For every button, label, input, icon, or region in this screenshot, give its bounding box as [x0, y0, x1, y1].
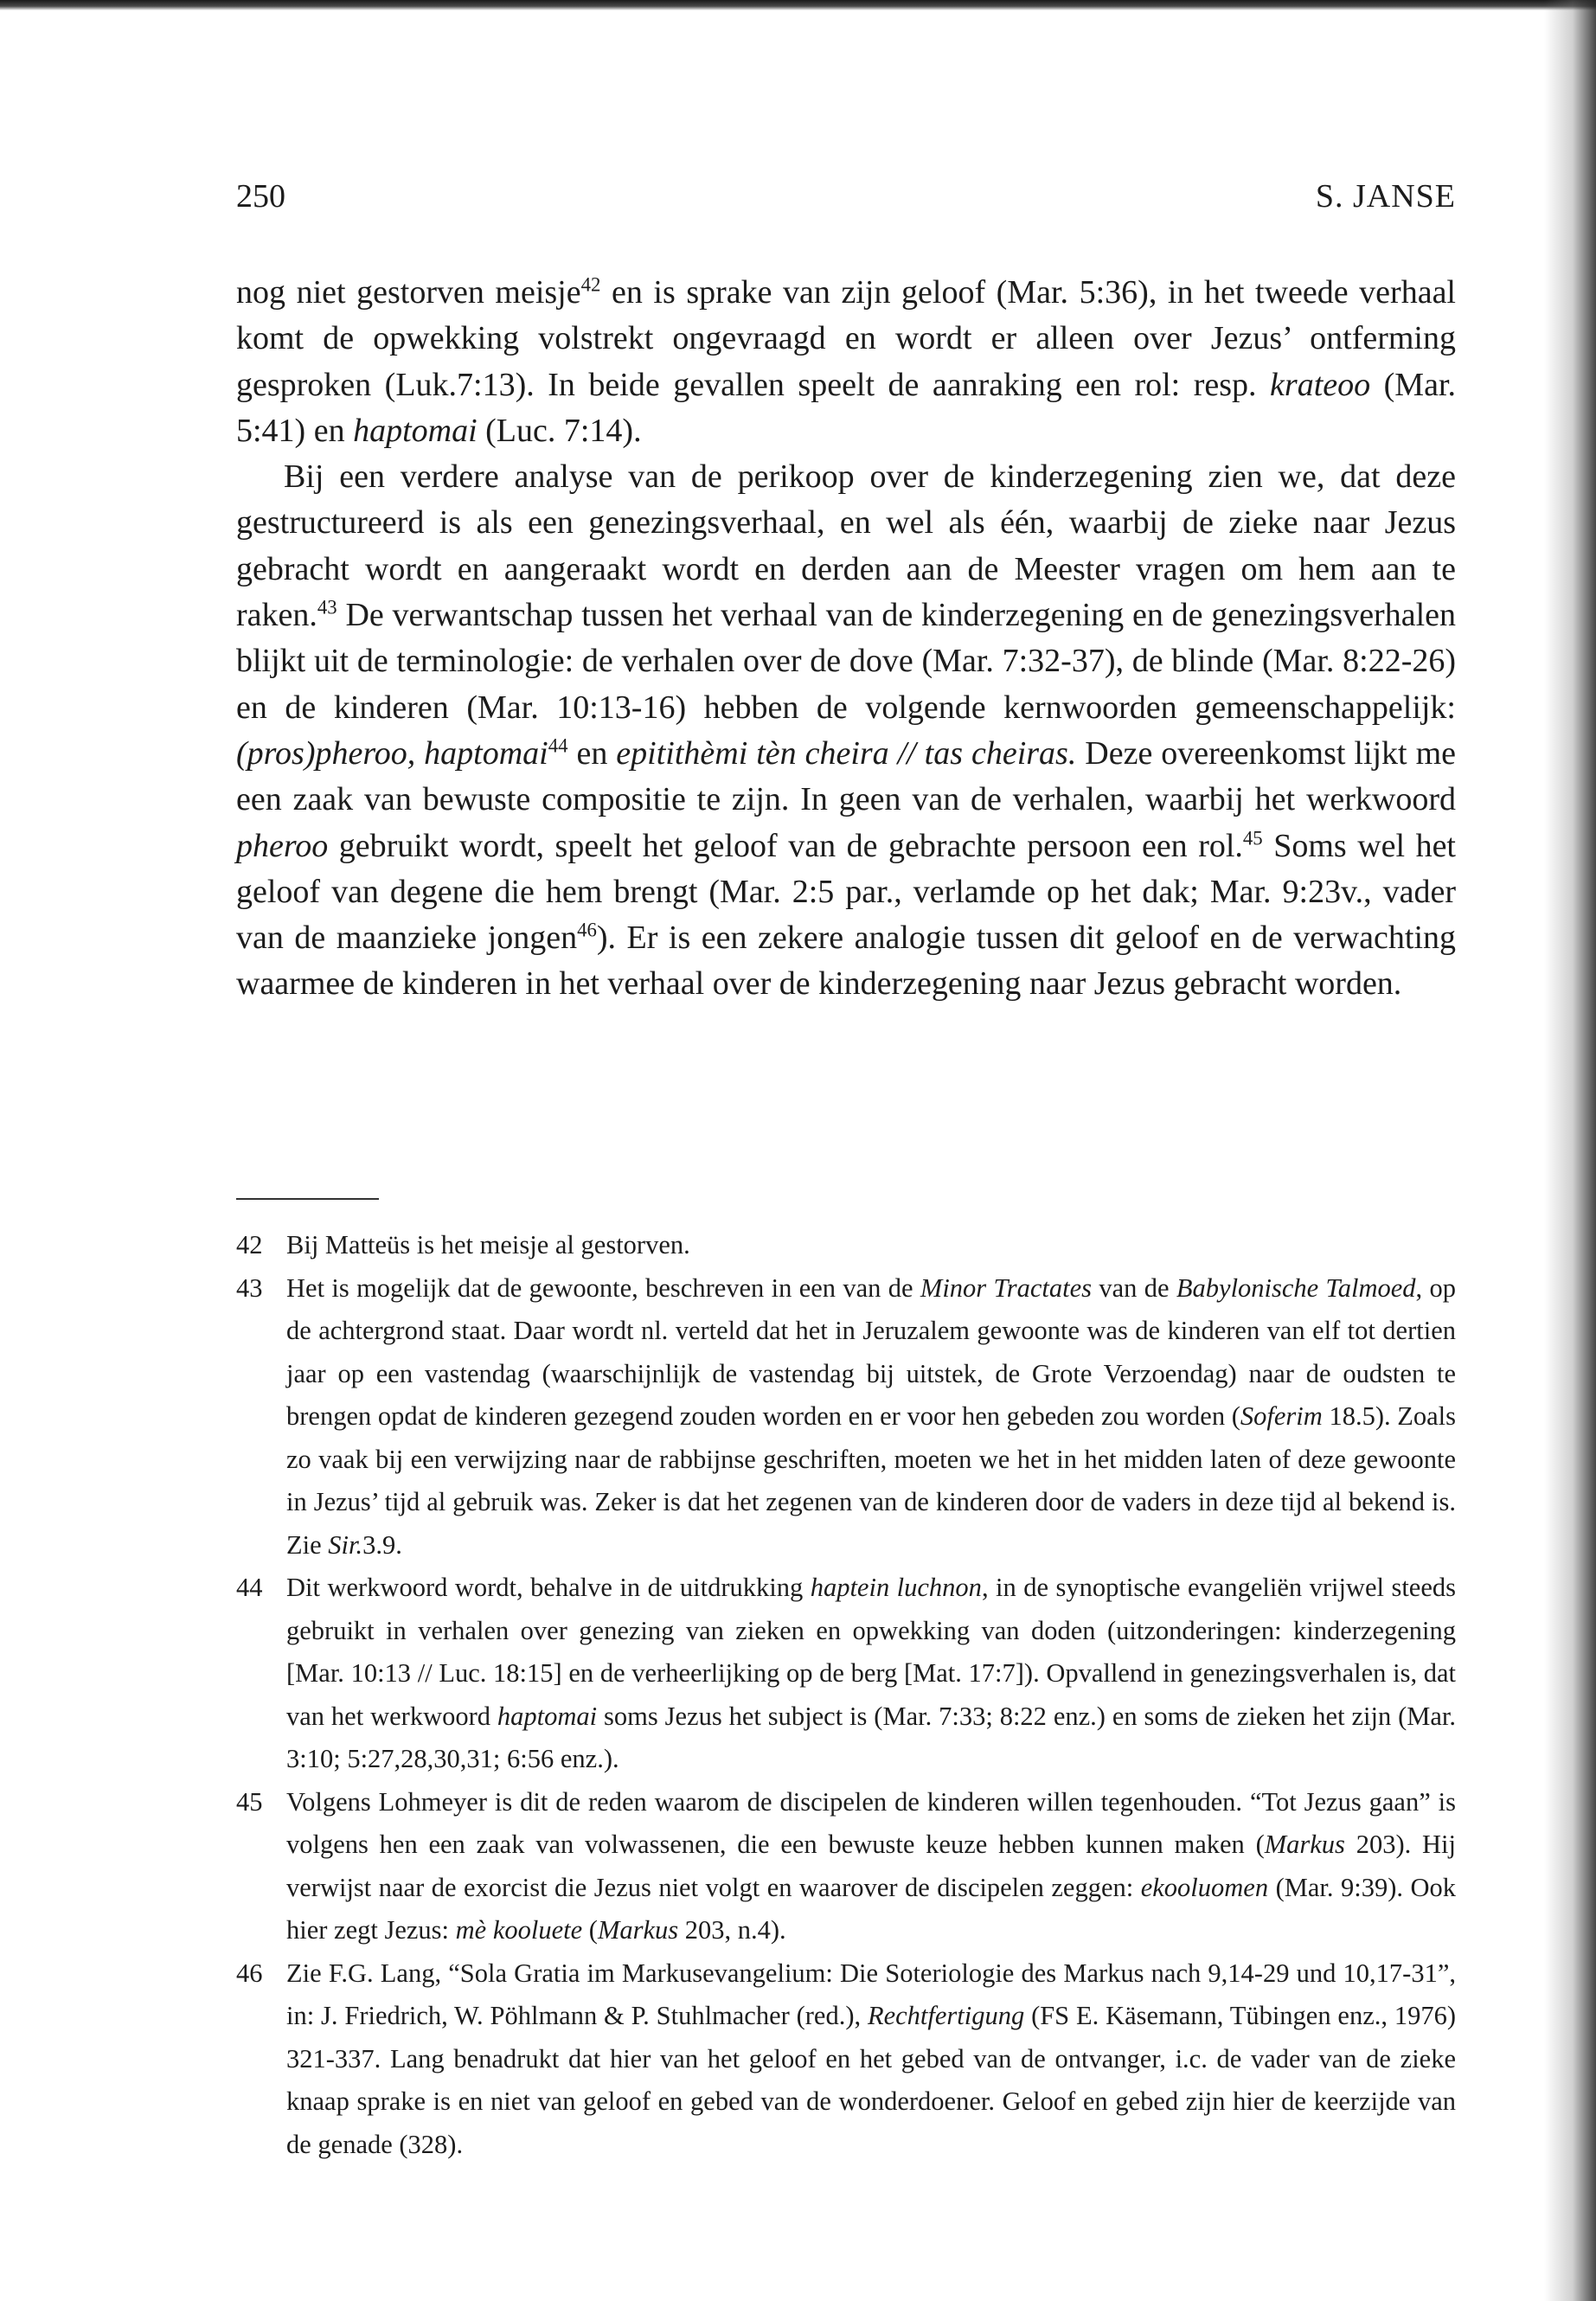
italic-text: Markus	[597, 1915, 679, 1945]
footnote-text	[286, 1230, 690, 1259]
scan-edge-top	[0, 0, 1596, 10]
text-run: gebruikt wordt, speelt het geloof van de gebrachte persoon een rol.	[328, 827, 1243, 864]
footnote-text	[286, 1573, 1456, 1773]
footnote	[236, 1781, 1456, 1952]
footnote-number: 46	[236, 1958, 263, 1988]
scan-edge-right	[1544, 0, 1596, 2301]
text-run: (Mar. 5:41) en	[236, 366, 1456, 449]
footnote-ref: 42	[580, 273, 601, 296]
footnote-ref: 43	[317, 596, 337, 619]
text-run: nog niet gestorven meisje	[236, 274, 581, 311]
text-run: en is sprake van zijn geloof (Mar. 5:36), in het tweede verhaal komt de opwekking volstrekt ongevraagd en wordt er alleen over Jezus’ ontferming gesproken (Luk.7:13). In beide gevallen speelt de aanraking een rol: resp.	[236, 274, 1456, 403]
paragraph	[236, 270, 1456, 454]
footnote	[236, 1267, 1456, 1567]
italic-text: (pros)pheroo, haptomai	[236, 734, 548, 772]
italic-text: Babylonische Talmoed	[1176, 1272, 1416, 1303]
footnote-number: 42	[236, 1230, 263, 1259]
italic-text: haptomai	[497, 1701, 598, 1731]
footnote	[236, 1224, 1456, 1267]
italic-text: Markus	[1264, 1830, 1345, 1859]
footnote-number: 45	[236, 1786, 263, 1817]
italic-text: epitithèmi tèn cheira // tas cheiras.	[616, 734, 1077, 772]
italic-text: krateoo	[1270, 366, 1371, 403]
italic-text: mè kooluete	[455, 1915, 583, 1945]
italic-text: Minor Tractates	[920, 1272, 1093, 1303]
text-run: ). Er is een zekere analogie tussen dit geloof en de verwachting waarmee de kinderen in het verhaal over de kinderzegening naar Jezus gebracht worden.	[236, 920, 1456, 1003]
text-run: De verwantschap tussen het verhaal van de kinderzegening en de genezingsverhalen blijkt uit de terminologie: de verhalen over de dove (Mar. 7:32-37), de blinde (Mar. 8:22-26) en de kinderen (Mar. 10:13-16) hebben de volgende kernwoorden gemeenschappelijk:	[236, 597, 1456, 726]
text-run: Zie F.G. Lang, “Sola Gratia im Markusevangelium: Die Soteriologie des Markus nach 9,14-29 und 10,17-31”, in: J. Friedrich, W. Pöhlmann & P. Stuhlmacher (red.),	[286, 1958, 1456, 2030]
text-run: Volgens Lohmeyer is dit de reden waarom de discipelen de kinderen willen tegenhouden. “Tot Jezus gaan” is volgens hen een zaak van volwassenen, die een bewuste keuze hebben kunnen maken (	[286, 1786, 1456, 1859]
text-run: (FS E. Käsemann, Tübingen enz., 1976) 321-337. Lang benadrukt dat hier van het geloof en het gebed van de ontvanger, i.c. de vader van de zieke knaap sprake is en niet van geloof en gebed van de wonderdoener. Geloof en gebed zijn hier de keerzijde van de genade (328).	[286, 2001, 1456, 2159]
footnote-number: 43	[236, 1272, 263, 1303]
body-text	[236, 270, 1456, 1008]
page-header	[236, 177, 1456, 225]
text-run: (Mar. 9:39). Ook hier zegt Jezus:	[286, 1872, 1456, 1945]
italic-text: pheroo	[236, 827, 329, 864]
page-number: 250	[236, 178, 285, 215]
footnote-number: 44	[236, 1573, 263, 1602]
text-run: , op de achtergrond staat. Daar wordt nl. verteld dat het in Jeruzalem gewoonte was de kinderen van elf tot dertien jaar op een vastendag (waarschijnlijk de vastendag bij uitstek, de Grote Verzoendag) naar de oudsten te brengen opdat de kinderen gezegend zouden worden en er voor hen gebeden zou worden (	[286, 1272, 1456, 1431]
italic-text: Soferim	[1240, 1401, 1323, 1431]
text-run: soms Jezus het subject is (Mar. 7:33; 8:22 enz.) en soms de zieken het zijn (Mar. 3:10; 5:27,28,30,31; 6:56 enz.).	[286, 1701, 1457, 1773]
text-run: 18.5). Zoals zo vaak bij een verwijzing naar de rabbijnse geschriften, moeten we het in het midden laten of deze gewoonte in Jezus’ tijd al gebruik was. Zeker is dat het zegenen van de kinderen door de vaders in deze tijd al bekend is. Zie	[286, 1401, 1457, 1560]
italic-text: Sir.	[328, 1529, 363, 1560]
text-run: van de	[1092, 1272, 1176, 1303]
footnote-ref: 45	[1242, 826, 1263, 849]
italic-text: Rechtfertigung	[867, 2001, 1025, 2030]
text-run: 3.9.	[362, 1529, 402, 1560]
italic-text: ekooluomen	[1140, 1872, 1269, 1902]
paragraph	[236, 454, 1456, 1008]
footnote-text	[286, 1958, 1456, 2159]
text-run: en	[567, 734, 617, 772]
footnote	[236, 1952, 1456, 2167]
running-head: S. JANSE	[1315, 178, 1456, 215]
footnote-ref: 46	[577, 919, 597, 941]
text-run: Deze overeenkomst lijkt me een zaak van bewuste compositie te zijn. In geen van de verhalen, waarbij het werkwoord	[236, 734, 1456, 818]
footnote-text	[286, 1273, 1456, 1560]
text-run: Soms wel het geloof van degene die hem brengt (Mar. 2:5 par., verlamde op het dak; Mar. 9:23v., vader van de maanzieke jongen	[236, 827, 1456, 957]
italic-text: haptein luchnon	[810, 1573, 982, 1602]
text-run: Bij een verdere analyse van de perikoop over de kinderzegening zien we, dat deze gestructureerd is als een genezingsverhaal, en wel als één, waarbij de zieke naar Jezus gebracht wordt en aangeraakt wordt en derden aan de Meester vragen om hem aan te raken.	[236, 458, 1456, 634]
text-run: 203). Hij verwijst naar de exorcist die Jezus niet volgt en waarover de discipelen zeggen:	[286, 1830, 1456, 1902]
text-run: Bij Matteüs is het meisje al gestorven.	[286, 1230, 690, 1259]
text-run: Dit werkwoord wordt, behalve in de uitdrukking	[286, 1573, 811, 1602]
text-run: 203, n.4).	[678, 1915, 786, 1945]
footnote	[236, 1567, 1456, 1781]
footnote-ref: 44	[548, 734, 568, 757]
footnote-separator	[236, 1198, 379, 1200]
text-run: (	[582, 1915, 598, 1945]
footnotes	[236, 1224, 1456, 2166]
text-run: , in de synoptische evangeliën vrijwel steeds gebruikt in verhalen over genezing van zieken en opwekking van doden (uitzonderingen: kinderzegening [Mar. 10:13 // Luc. 18:15] en de verheerlijking op de berg [Mat. 17:7]). Opvallend in genezingsverhalen is, dat van het werkwoord	[286, 1573, 1456, 1731]
text-run: (Luc. 7:14).	[477, 412, 642, 449]
italic-text: haptomai	[353, 412, 478, 449]
text-run: Het is mogelijk dat de gewoonte, beschreven in een van de	[286, 1272, 920, 1303]
footnote-text	[286, 1787, 1456, 1945]
